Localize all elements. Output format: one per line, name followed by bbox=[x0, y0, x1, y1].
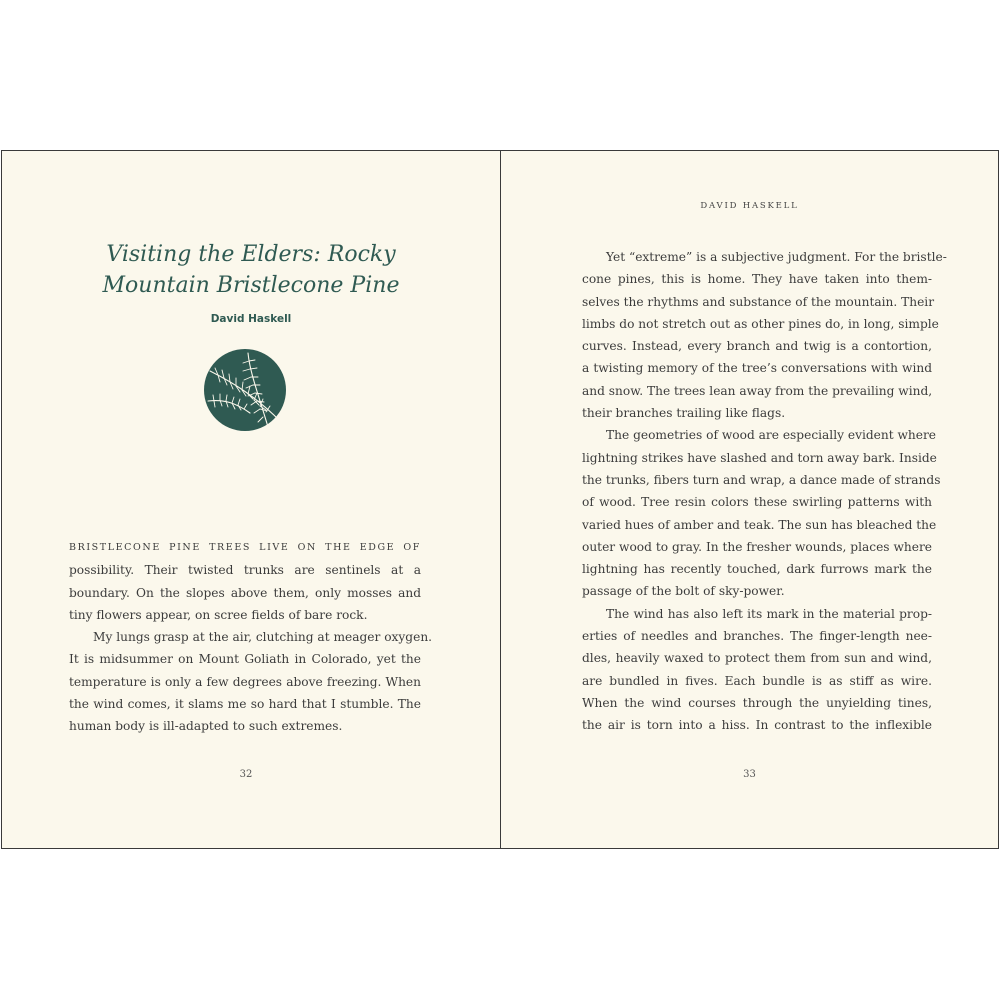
text-line: the air is torn into a hiss. In contrast to the inflexible bbox=[582, 718, 932, 733]
chapter-author: David Haskell bbox=[210, 313, 292, 325]
text-line: temperature is only a few degrees above freezing. When bbox=[69, 674, 421, 689]
text-line: erties of needles and branches. The finger-length nee- bbox=[582, 629, 932, 644]
text-line: dles, heavily waxed to protect them from sun and wind, bbox=[582, 651, 932, 666]
text-line: curves. Instead, every branch and twig is a contortion, bbox=[582, 339, 932, 354]
text-line: selves the rhythms and substance of the mountain. Their bbox=[582, 294, 935, 309]
text-line: human body is ill-adapted to such extremes. bbox=[69, 719, 343, 734]
lead-in-smallcaps: BRISTLECONE PINE TREES LIVE ON THE EDGE OF bbox=[69, 542, 421, 553]
text-line: their branches trailing like flags. bbox=[582, 406, 786, 421]
text-line: My lungs grasp at the air, clutching at meager oxygen. bbox=[93, 630, 433, 645]
book-spread bbox=[1, 150, 999, 849]
text-line: passage of the bolt of sky-power. bbox=[582, 584, 785, 599]
text-line: The wind has also left its mark in the material prop- bbox=[606, 606, 932, 621]
text-line: varied hues of amber and teak. The sun has bleached the bbox=[582, 517, 937, 532]
text-line: the wind comes, it slams me so hard that I stumble. The bbox=[69, 697, 421, 712]
text-line: It is midsummer on Mount Goliath in Colorado, yet the bbox=[69, 652, 421, 667]
text-line: of wood. Tree resin colors these swirling patterns with bbox=[582, 495, 932, 510]
left-page bbox=[1, 150, 501, 849]
text-line: the trunks, fibers turn and wrap, a dance made of strands bbox=[582, 472, 941, 487]
chapter-title-line-1: Visiting the Elders: Rocky bbox=[106, 242, 396, 267]
text-line: a twisting memory of the tree’s conversations with wind bbox=[582, 361, 932, 376]
text-line: tiny flowers appear, on scree fields of bare rock. bbox=[69, 607, 368, 622]
text-line: outer wood to gray. In the fresher wounds, places where bbox=[582, 539, 932, 554]
left-page-text bbox=[69, 537, 433, 738]
text-line: are bundled in fives. Each bundle is as stiff as wire. bbox=[582, 673, 932, 688]
text-line: cone pines, this is home. They have taken into them- bbox=[582, 272, 932, 287]
running-head: DAVID HASKELL bbox=[700, 201, 799, 211]
chapter-title-line-2: Mountain Bristlecone Pine bbox=[102, 273, 400, 298]
page-number: 33 bbox=[743, 769, 756, 780]
text-line: boundary. On the slopes above them, only mosses and bbox=[69, 585, 421, 600]
text-line: The geometries of wood are especially evident where bbox=[606, 428, 937, 443]
page-number: 32 bbox=[239, 769, 253, 780]
text-line: When the wind courses through the unyielding tines, bbox=[582, 695, 932, 710]
text-line: possibility. Their twisted trunks are sentinels at a bbox=[69, 563, 421, 578]
text-line: lightning has recently touched, dark furrows mark the bbox=[582, 562, 932, 577]
text-line: limbs do not stretch out as other pines do, in long, simple bbox=[582, 316, 939, 331]
pine-branch-medallion-icon bbox=[204, 349, 286, 431]
right-page bbox=[500, 150, 999, 849]
text-line: and snow. The trees lean away from the prevailing wind, bbox=[582, 383, 933, 398]
right-page-text bbox=[582, 246, 947, 737]
chapter-title bbox=[2, 239, 500, 301]
text-line: Yet “extreme” is a subjective judgment. For the bristle- bbox=[606, 250, 947, 264]
text-line: lightning strikes have slashed and torn away bark. Inside bbox=[582, 450, 937, 465]
